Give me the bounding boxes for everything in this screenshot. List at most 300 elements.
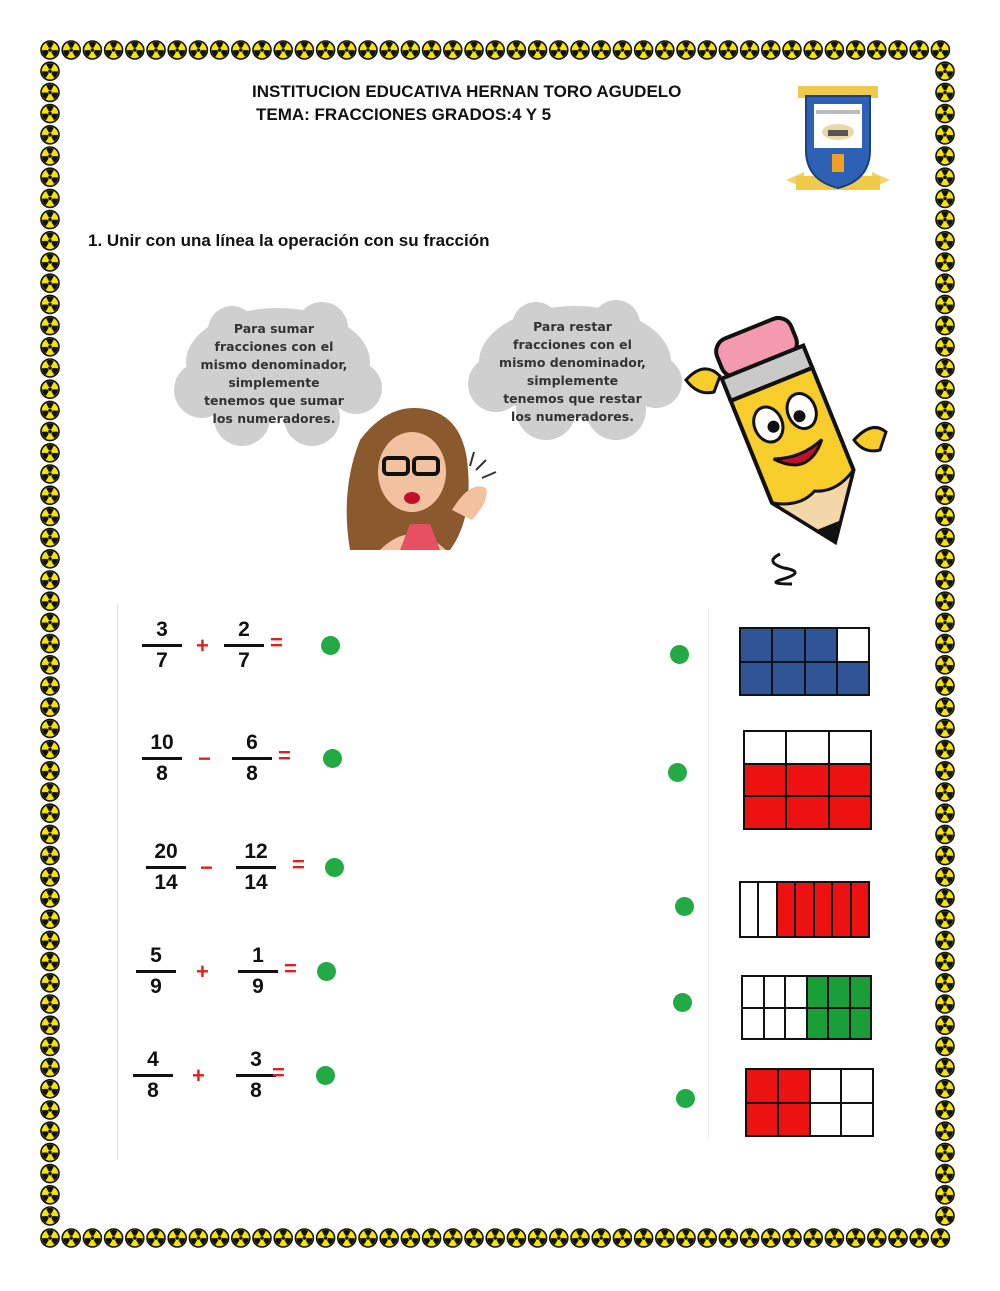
connect-dot-left[interactable] (325, 858, 344, 877)
shaded-cell (741, 663, 771, 695)
empty-cell (842, 1104, 872, 1136)
equals-sign: = (272, 1060, 285, 1085)
border-symbol-icon (41, 253, 59, 271)
border-symbol-icon (486, 41, 504, 59)
border-symbol-icon (936, 62, 954, 80)
empty-cell (765, 977, 785, 1007)
border-symbol-icon (253, 41, 271, 59)
border-symbol-icon (550, 41, 568, 59)
border-symbol-icon (936, 1016, 954, 1034)
border-symbol-icon (936, 1059, 954, 1077)
border-symbol-icon (936, 1143, 954, 1161)
border-symbol-icon (41, 1016, 59, 1034)
border-symbol-icon (936, 507, 954, 525)
shaded-cell (852, 883, 868, 936)
shaded-cell (745, 765, 785, 796)
fraction-b (236, 1048, 276, 1103)
shaded-cell (779, 1070, 809, 1102)
border-symbol-icon (936, 83, 954, 101)
connect-dot-right[interactable] (670, 645, 689, 664)
fraction-a (142, 618, 182, 673)
border-symbol-icon (147, 41, 165, 59)
border-symbol-icon (41, 741, 59, 759)
shaded-cell (806, 629, 836, 661)
connect-dot-right[interactable] (673, 993, 692, 1012)
border-symbol-icon (936, 677, 954, 695)
border-symbol-icon (936, 635, 954, 653)
shaded-cell (829, 1009, 849, 1039)
border-symbol-icon (936, 338, 954, 356)
border-symbol-icon (105, 1229, 123, 1247)
border-symbol-icon (41, 804, 59, 822)
border-symbol-icon (936, 232, 954, 250)
denominator: 8 (246, 762, 258, 785)
border-symbol-icon (41, 83, 59, 101)
empty-cell (838, 629, 868, 661)
border-symbol-icon (507, 1229, 525, 1247)
border-symbol-icon (936, 444, 954, 462)
border-symbol-icon (656, 41, 674, 59)
equals-sign: = (284, 956, 297, 981)
border-symbol-icon (41, 847, 59, 865)
operator-sign: − (198, 746, 211, 771)
border-symbol-icon (41, 995, 59, 1013)
border-symbol-icon (571, 1229, 589, 1247)
border-symbol-icon (936, 253, 954, 271)
border-symbol-icon (274, 1229, 292, 1247)
border-symbol-icon (41, 571, 59, 589)
border-symbol-icon (423, 1229, 441, 1247)
border-symbol-icon (41, 232, 59, 250)
denominator: 8 (156, 762, 168, 785)
border-symbol-icon (613, 41, 631, 59)
border-symbol-icon (41, 529, 59, 547)
fraction-b (236, 840, 276, 895)
border-symbol-icon (41, 635, 59, 653)
border-symbol-icon (936, 317, 954, 335)
border-symbol-icon (804, 41, 822, 59)
border-symbol-icon (41, 1101, 59, 1119)
border-symbol-icon (41, 1143, 59, 1161)
shaded-cell (830, 765, 870, 796)
border-symbol-icon (910, 41, 928, 59)
shaded-cell (747, 1070, 777, 1102)
border-symbol-icon (936, 953, 954, 971)
border-symbol-icon (936, 741, 954, 759)
border-symbol-icon (936, 571, 954, 589)
border-symbol-icon (41, 465, 59, 483)
shaded-cell (787, 765, 827, 796)
border-symbol-icon (613, 1229, 631, 1247)
border-symbol-icon (147, 1229, 165, 1247)
fraction-a (136, 944, 176, 999)
border-symbol-icon (936, 211, 954, 229)
shaded-cell (773, 663, 803, 695)
shaded-cell (741, 629, 771, 661)
denominator: 9 (150, 975, 162, 998)
empty-cell (811, 1104, 841, 1136)
connect-dot-left[interactable] (321, 636, 340, 655)
border-symbol-icon (41, 656, 59, 674)
bubble-subtract-text: Para restar fracciones con el mismo denominador, simplemente tenemos que restar los numeradores. (499, 319, 646, 424)
equals-sign: = (278, 743, 291, 768)
operator-sign: + (196, 959, 209, 984)
fraction-b (224, 618, 264, 673)
border-symbol-icon (41, 168, 59, 186)
border-symbol-icon (936, 105, 954, 123)
shaded-cell (808, 977, 828, 1007)
denominator: 14 (154, 871, 178, 894)
border-symbol-icon (232, 1229, 250, 1247)
border-symbol-icon (41, 317, 59, 335)
border-symbol-icon (486, 1229, 504, 1247)
connect-dot-left[interactable] (323, 749, 342, 768)
denominator: 8 (147, 1079, 159, 1102)
border-symbol-icon (936, 613, 954, 631)
border-symbol-icon (936, 762, 954, 780)
border-symbol-icon (41, 868, 59, 886)
border-symbol-icon (936, 1037, 954, 1055)
border-symbol-icon (936, 804, 954, 822)
border-symbol-icon (762, 1229, 780, 1247)
empty-cell (765, 1009, 785, 1039)
border-symbol-icon (936, 1186, 954, 1204)
border-symbol-icon (41, 613, 59, 631)
fraction-model-grid (739, 881, 870, 938)
border-symbol-icon (317, 41, 335, 59)
pencil-cartoon-icon (684, 300, 890, 586)
shaded-cell (773, 629, 803, 661)
border-symbol-icon (936, 974, 954, 992)
border-symbol-icon (295, 1229, 313, 1247)
border-symbol-icon (83, 41, 101, 59)
empty-cell (842, 1070, 872, 1102)
fraction-model-grid (743, 730, 872, 830)
border-symbol-icon (41, 147, 59, 165)
border-symbol-icon (41, 486, 59, 504)
border-symbol-icon (168, 41, 186, 59)
fraction-b (238, 944, 278, 999)
border-symbol-icon (889, 1229, 907, 1247)
border-symbol-icon (83, 1229, 101, 1247)
connect-dot-left[interactable] (317, 962, 336, 981)
border-symbol-icon (507, 41, 525, 59)
fraction-a (133, 1048, 173, 1103)
shaded-cell (747, 1104, 777, 1136)
numerator: 4 (147, 1048, 159, 1071)
border-symbol-icon (62, 1229, 80, 1247)
border-symbol-icon (41, 338, 59, 356)
right-guide-line (708, 608, 709, 1140)
border-symbol-icon (62, 41, 80, 59)
border-symbol-icon (931, 41, 949, 59)
shaded-cell (787, 797, 827, 828)
empty-cell (743, 1009, 763, 1039)
border-symbol-icon (253, 1229, 271, 1247)
border-symbol-icon (529, 1229, 547, 1247)
border-symbol-icon (41, 126, 59, 144)
border-symbol-icon (465, 41, 483, 59)
border-symbol-icon (41, 1207, 59, 1225)
border-symbol-icon (762, 41, 780, 59)
border-symbol-icon (719, 41, 737, 59)
border-symbol-icon (41, 719, 59, 737)
border-symbol-icon (41, 910, 59, 928)
border-symbol-icon (189, 1229, 207, 1247)
numerator: 3 (250, 1048, 262, 1071)
border-symbol-icon (41, 105, 59, 123)
numerator: 6 (246, 731, 258, 754)
operator-sign: + (196, 633, 209, 658)
border-symbol-icon (105, 41, 123, 59)
border-symbol-icon (936, 380, 954, 398)
border-symbol-icon (423, 41, 441, 59)
school-crest-icon (786, 80, 890, 196)
border-symbol-icon (936, 1080, 954, 1098)
connect-dot-right[interactable] (676, 1089, 695, 1108)
topic-title: TEMA: FRACCIONES GRADOS:4 Y 5 (256, 105, 552, 124)
border-symbol-icon (635, 41, 653, 59)
border-symbol-icon (232, 41, 250, 59)
border-symbol-icon (338, 1229, 356, 1247)
border-symbol-icon (41, 62, 59, 80)
border-symbol-icon (936, 423, 954, 441)
border-symbol-icon (931, 1229, 949, 1247)
border-symbol-icon (168, 1229, 186, 1247)
border-symbol-icon (401, 41, 419, 59)
border-symbol-icon (936, 1122, 954, 1140)
operator-sign: − (200, 855, 213, 880)
border-symbol-icon (936, 910, 954, 928)
border-symbol-icon (211, 1229, 229, 1247)
border-symbol-icon (677, 1229, 695, 1247)
border-symbol-icon (936, 931, 954, 949)
shaded-cell (833, 883, 849, 936)
border-symbol-icon (783, 41, 801, 59)
numerator: 2 (238, 618, 250, 641)
empty-cell (786, 1009, 806, 1039)
border-symbol-icon (465, 1229, 483, 1247)
border-symbol-icon (295, 41, 313, 59)
border-symbol-icon (41, 698, 59, 716)
fraction-model-grid (745, 1068, 874, 1137)
border-symbol-icon (656, 1229, 674, 1247)
instruction-text: 1. Unir con una línea la operación con su fracción (88, 231, 490, 250)
empty-cell (745, 732, 785, 763)
border-symbol-icon (41, 1122, 59, 1140)
shaded-cell (851, 1009, 871, 1039)
border-symbol-icon (825, 41, 843, 59)
bubble-sum-text: Para sumar fracciones con el mismo denominador, simplemente tenemos que sumar los numeradores. (200, 321, 348, 426)
connect-dot-right[interactable] (668, 763, 687, 782)
border-symbol-icon (936, 274, 954, 292)
border-symbol-icon (698, 41, 716, 59)
border-symbol-icon (889, 41, 907, 59)
border-symbol-icon (936, 656, 954, 674)
border-symbol-icon (41, 274, 59, 292)
border-symbol-icon (936, 995, 954, 1013)
border-symbol-icon (380, 1229, 398, 1247)
border-symbol-icon (41, 189, 59, 207)
border-symbol-icon (936, 401, 954, 419)
border-symbol-icon (189, 41, 207, 59)
shaded-cell (829, 977, 849, 1007)
border-symbol-icon (936, 868, 954, 886)
border-symbol-icon (635, 1229, 653, 1247)
shaded-cell (806, 663, 836, 695)
border-symbol-icon (936, 295, 954, 313)
border-symbol-icon (41, 211, 59, 229)
border-symbol-icon (677, 41, 695, 59)
border-symbol-icon (741, 41, 759, 59)
border-symbol-icon (719, 1229, 737, 1247)
border-symbol-icon (550, 1229, 568, 1247)
empty-cell (741, 883, 757, 936)
border-symbol-icon (868, 1229, 886, 1247)
border-symbol-icon (936, 783, 954, 801)
border-symbol-icon (41, 1229, 59, 1247)
shaded-cell (779, 1104, 809, 1136)
border-symbol-icon (825, 1229, 843, 1247)
fraction-model-grid (741, 975, 872, 1040)
numerator: 1 (252, 944, 264, 967)
border-symbol-icon (41, 1165, 59, 1183)
border-symbol-icon (338, 41, 356, 59)
border-symbol-icon (847, 1229, 865, 1247)
border-symbol-icon (936, 359, 954, 377)
border-symbol-icon (41, 401, 59, 419)
empty-cell (743, 977, 763, 1007)
border-symbol-icon (444, 41, 462, 59)
border-symbol-icon (571, 41, 589, 59)
denominator: 9 (252, 975, 264, 998)
numerator: 20 (154, 840, 178, 863)
border-symbol-icon (936, 1101, 954, 1119)
connect-dot-left[interactable] (316, 1066, 335, 1085)
shaded-cell (851, 977, 871, 1007)
border-symbol-icon (274, 41, 292, 59)
numerator: 12 (244, 840, 268, 863)
empty-cell (759, 883, 775, 936)
border-symbol-icon (910, 1229, 928, 1247)
border-symbol-icon (41, 592, 59, 610)
border-symbol-icon (41, 953, 59, 971)
border-symbol-icon (592, 1229, 610, 1247)
border-symbol-icon (936, 126, 954, 144)
empty-cell (830, 732, 870, 763)
denominator: 8 (250, 1079, 262, 1102)
border-symbol-icon (126, 41, 144, 59)
border-symbol-icon (936, 1165, 954, 1183)
border-symbol-icon (868, 41, 886, 59)
border-symbol-icon (41, 1059, 59, 1077)
border-symbol-icon (936, 719, 954, 737)
border-symbol-icon (41, 550, 59, 568)
shaded-cell (838, 663, 868, 695)
border-symbol-icon (41, 677, 59, 695)
numerator: 10 (150, 731, 174, 754)
shaded-cell (815, 883, 831, 936)
border-symbol-icon (41, 825, 59, 843)
border-symbol-icon (41, 974, 59, 992)
border-symbol-icon (41, 423, 59, 441)
border-symbol-icon (592, 41, 610, 59)
border-symbol-icon (41, 507, 59, 525)
border-symbol-icon (936, 825, 954, 843)
border-symbol-icon (444, 1229, 462, 1247)
border-symbol-icon (783, 1229, 801, 1247)
teacher-cartoon-icon (340, 400, 500, 552)
border-symbol-icon (41, 783, 59, 801)
operator-sign: + (192, 1063, 205, 1088)
border-symbol-icon (936, 189, 954, 207)
denominator: 7 (156, 649, 168, 672)
border-symbol-icon (936, 465, 954, 483)
border-symbol-icon (41, 1080, 59, 1098)
border-symbol-icon (380, 41, 398, 59)
left-guide-line (117, 605, 118, 1160)
border-symbol-icon (41, 762, 59, 780)
border-symbol-icon (126, 1229, 144, 1247)
border-symbol-icon (359, 1229, 377, 1247)
fraction-a (146, 840, 186, 895)
connect-dot-right[interactable] (675, 897, 694, 916)
empty-cell (786, 977, 806, 1007)
numerator: 5 (150, 944, 162, 967)
school-name: INSTITUCION EDUCATIVA HERNAN TORO AGUDELO (252, 82, 682, 101)
border-symbol-icon (936, 168, 954, 186)
border-symbol-icon (41, 1037, 59, 1055)
border-symbol-icon (41, 380, 59, 398)
border-symbol-icon (936, 889, 954, 907)
equals-sign: = (270, 630, 283, 655)
border-symbol-icon (936, 1207, 954, 1225)
border-symbol-icon (936, 847, 954, 865)
border-symbol-icon (41, 889, 59, 907)
shaded-cell (808, 1009, 828, 1039)
shaded-cell (830, 797, 870, 828)
denominator: 14 (244, 871, 268, 894)
border-symbol-icon (41, 931, 59, 949)
shaded-cell (745, 797, 785, 828)
border-symbol-icon (698, 1229, 716, 1247)
border-symbol-icon (936, 592, 954, 610)
border-symbol-icon (936, 486, 954, 504)
border-symbol-icon (936, 550, 954, 568)
empty-cell (811, 1070, 841, 1102)
border-symbol-icon (41, 295, 59, 313)
equals-sign: = (292, 852, 305, 877)
numerator: 3 (156, 618, 168, 641)
fraction-model-grid (739, 627, 870, 696)
border-symbol-icon (804, 1229, 822, 1247)
empty-cell (787, 732, 827, 763)
border-symbol-icon (936, 698, 954, 716)
denominator: 7 (238, 649, 250, 672)
border-symbol-icon (317, 1229, 335, 1247)
shaded-cell (796, 883, 812, 936)
border-symbol-icon (41, 1186, 59, 1204)
border-symbol-icon (529, 41, 547, 59)
border-symbol-icon (741, 1229, 759, 1247)
border-symbol-icon (41, 41, 59, 59)
border-symbol-icon (847, 41, 865, 59)
border-symbol-icon (401, 1229, 419, 1247)
border-symbol-icon (936, 147, 954, 165)
border-symbol-icon (211, 41, 229, 59)
border-symbol-icon (41, 444, 59, 462)
shaded-cell (778, 883, 794, 936)
